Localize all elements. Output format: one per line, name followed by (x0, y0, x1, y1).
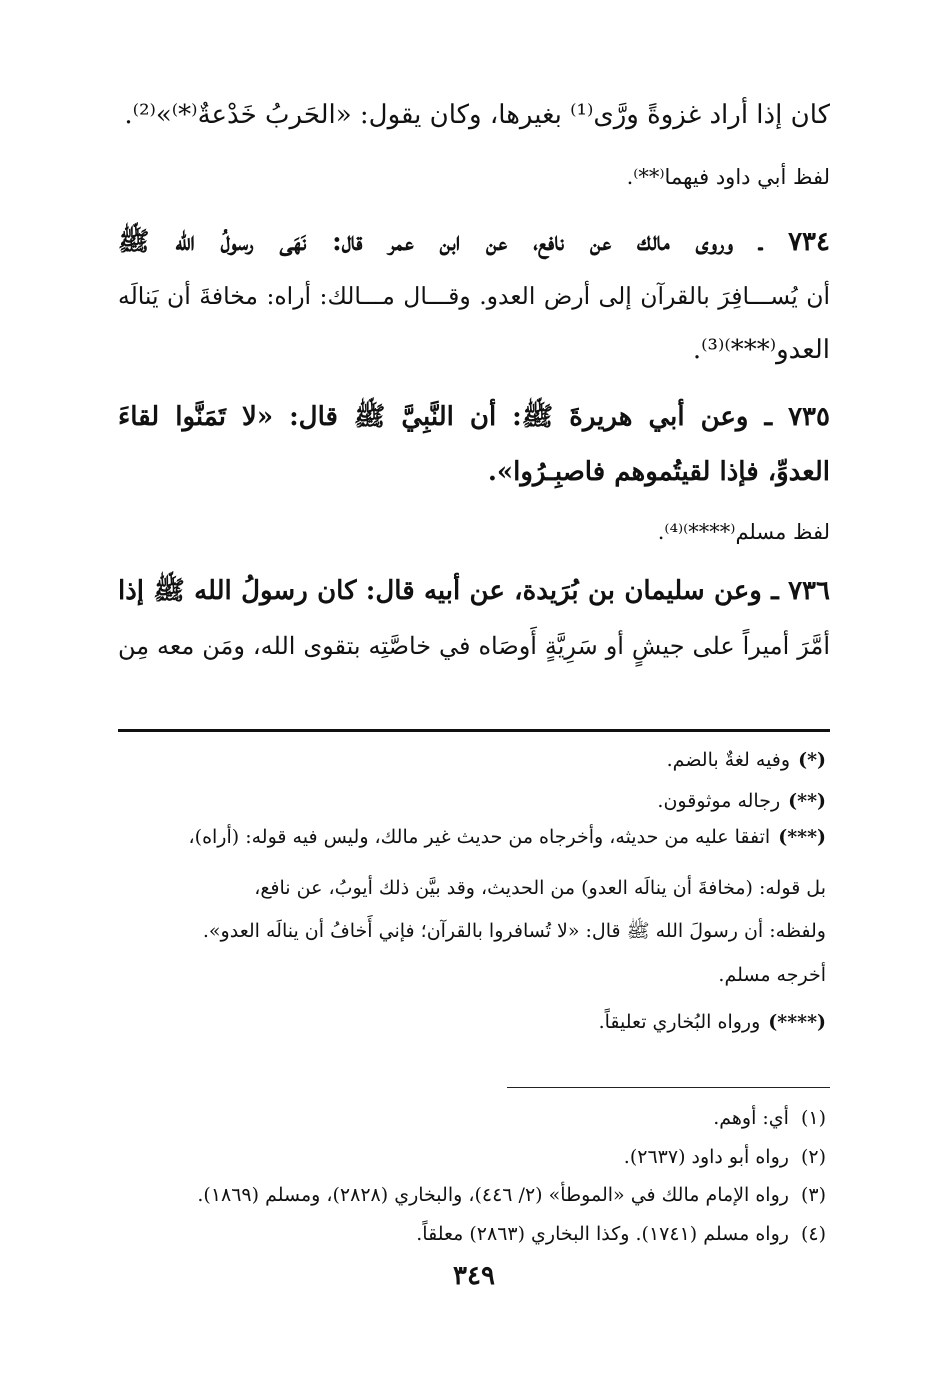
footnote-text: وفيه لغةٌ بالضم. (666, 749, 791, 771)
hadith-734-line: ٧٣٤ ـ وروى مالك عن نافع، عن ابن عمر قال: نَهَى رسولُ الله ﷺ (118, 227, 830, 257)
footnote-divider-thick (118, 729, 830, 732)
page-number: ٣٤٩ (453, 1261, 495, 1291)
footnote-text: رواه أبو داود (٢٦٣٧). (623, 1146, 789, 1168)
text-line: العدوِّ، فإذا لقيتُموهم فاصبِـرُوا». (487, 457, 830, 487)
footnote-mark: (***) (778, 826, 826, 848)
hadith-736-line: ٧٣٦ ـ وعن سليمان بن بُرَيدة، عن أبيه قال: كان رسولُ الله ﷺ إذا (118, 576, 830, 606)
footnote-star-3-cont: ولفظه: أن رسولَ الله ﷺ قال: «لا تُسافروا بالقرآن؛ فإني أَخافُ أن ينالَه العدو». (202, 920, 826, 942)
text-line: أن يُســـافِرَ بالقرآن إلى أرض العدو. وقـــال مـــالك: أراه: مخافةَ أن يَنالَه (118, 282, 830, 310)
footnote-mark: (*) (798, 749, 826, 771)
footnote-num-2 (624, 1142, 826, 1172)
footnote-mark: (١) (800, 1107, 826, 1129)
footnote-star-4 (599, 1007, 826, 1037)
hadith-735-line: ٧٣٥ ـ وعن أبي هريرةَ ﷺ: أن النَّبِيَّ ﷺ قال: «لا تَمَنَّوا لقاءَ (118, 402, 830, 432)
footnote-text: أي: أوهم. (713, 1107, 789, 1129)
footnote-divider-thin (507, 1087, 830, 1088)
footnote-num-3 (197, 1180, 826, 1210)
footnote-mark: (٤) (800, 1223, 826, 1245)
footnote-star-3 (189, 822, 826, 852)
footnote-text: اتفقا عليه من حديثه، وأخرجاه من حديث غير مالك، وليس فيه قوله: (أراه)، (188, 826, 771, 848)
footnote-star-2 (657, 786, 826, 816)
footnote-num-4 (416, 1219, 826, 1249)
footnote-num-1 (713, 1103, 826, 1133)
text-line: أمَّرَ أميراً على جيشٍ أو سَرِيَّةٍ أَوصَاه في خاصَّتِه بتقوى الله، ومَن معه مِن (118, 632, 831, 660)
text-line: العدو⁽***⁾⁽³⁾. (692, 335, 830, 365)
text-line-attribution: لفظ مسلم⁽****⁾⁽⁴⁾. (657, 520, 830, 544)
footnote-text: رواه الإمام مالك في «الموطأ» (٢/ ٤٤٦)، والبخاري (٢٨٢٨)، ومسلم (١٨٦٩). (197, 1184, 789, 1206)
footnote-star-3-cont: بل قوله: (مخافةَ أن ينالَه العدو) من الحديث، وقد بيَّن ذلك أيوبُ، عن نافع، (254, 877, 826, 899)
footnote-mark: (**) (788, 790, 826, 812)
footnote-mark: (****) (768, 1011, 826, 1033)
footnote-star-1 (667, 745, 826, 775)
text-line: كان إذا أراد غزوةً ورَّى⁽¹⁾ بغيرها، وكان يقول: «الحَربُ خَدْعةٌ⁽*⁾»⁽²⁾. (124, 100, 830, 130)
footnote-star-3-cont: أخرجه مسلم. (718, 964, 826, 986)
footnote-text: رجاله موثوقون. (657, 790, 781, 812)
footnote-text: ورواه البُخاري تعليقاً. (598, 1011, 761, 1033)
footnote-mark: (٣) (800, 1184, 826, 1206)
footnote-text: رواه مسلم (١٧٤١). وكذا البخاري (٢٨٦٣) معلقاً. (416, 1223, 789, 1245)
footnote-mark: (٢) (800, 1146, 826, 1168)
text-line-attribution: لفظ أبي داود فيهما⁽**⁾. (626, 165, 830, 189)
